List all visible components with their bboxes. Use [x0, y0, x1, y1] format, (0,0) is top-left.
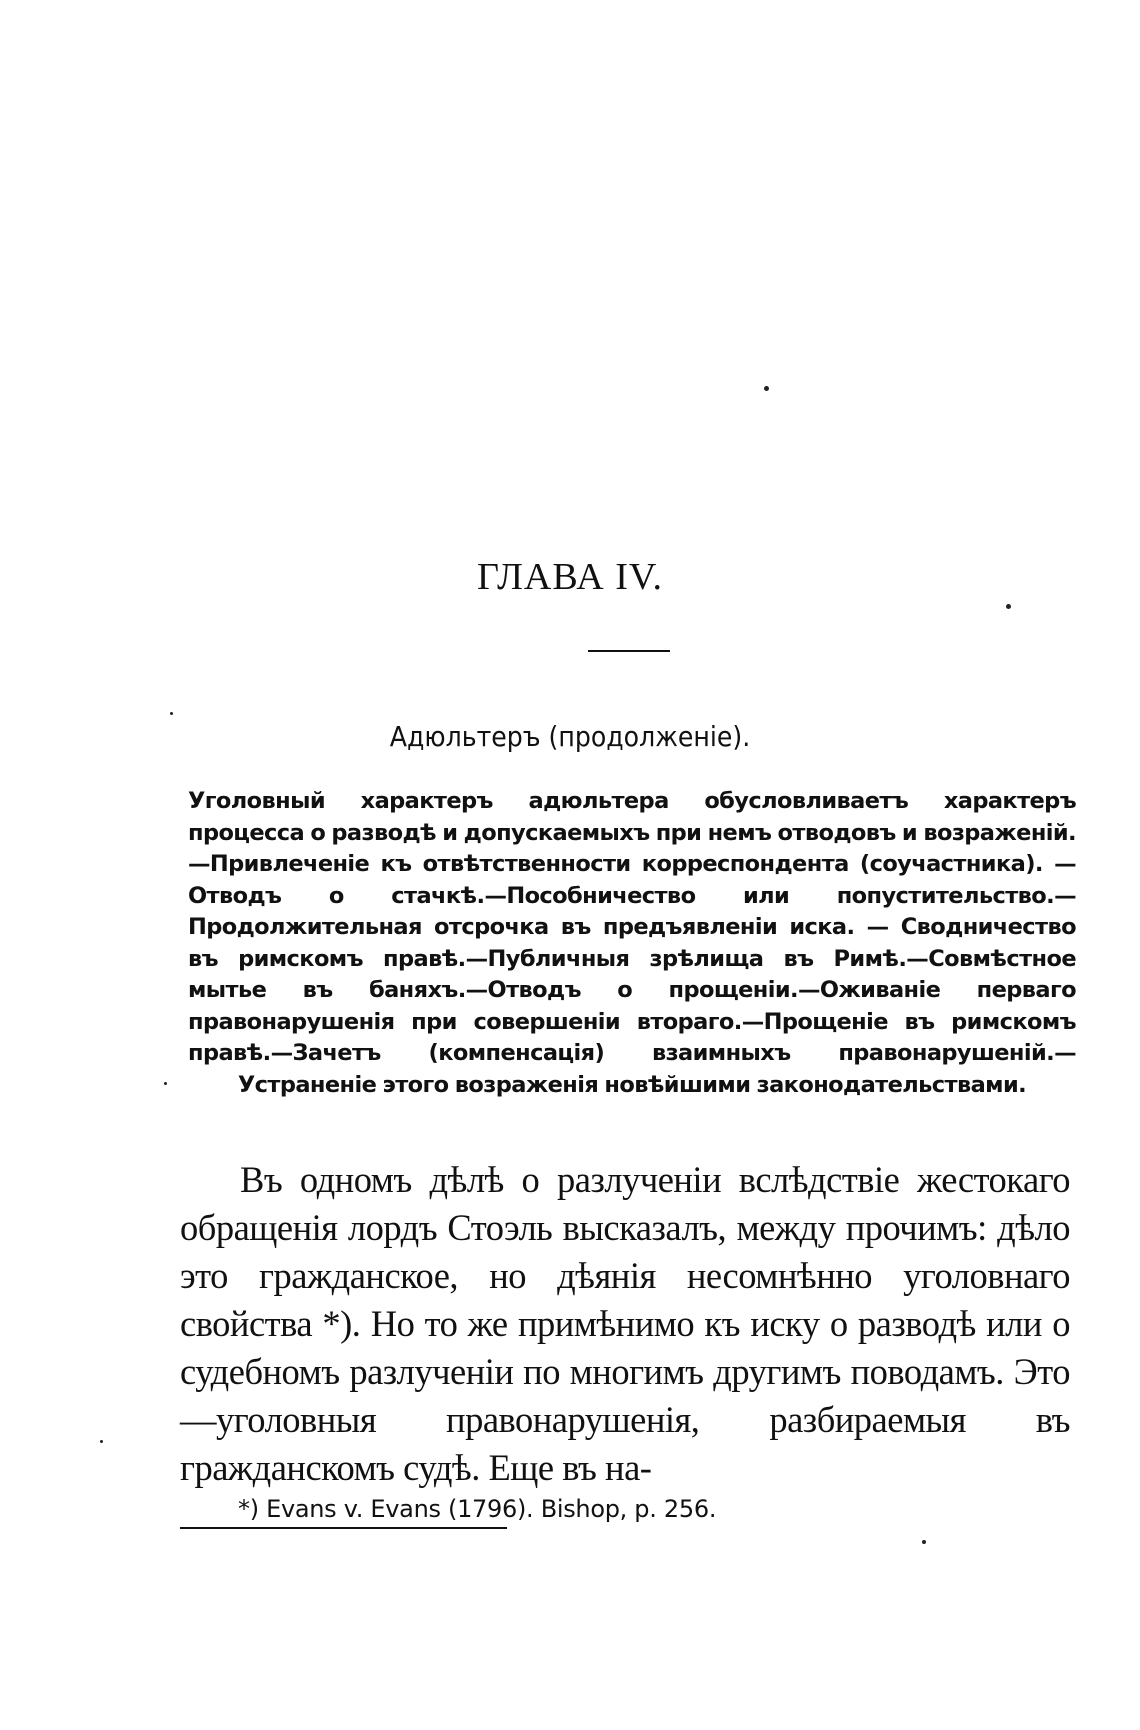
section-heading-text: Адюльтеръ (продолженіе). — [389, 720, 751, 753]
footnote-rule — [180, 1527, 507, 1529]
scan-speck — [100, 1440, 103, 1443]
section-heading — [0, 720, 1140, 753]
scan-speck — [1006, 604, 1011, 609]
title-rule — [588, 650, 670, 652]
scan-speck — [922, 1540, 926, 1544]
scan-speck — [170, 712, 173, 715]
scan-speck — [764, 386, 769, 391]
scan-speck — [164, 1082, 167, 1085]
chapter-title: ГЛАВА IV. — [477, 556, 663, 598]
footnote: *) Evans v. Evans (1796). Bishop, p. 256. — [238, 1495, 717, 1523]
body-paragraph: Въ одномъ дѣлѣ о разлученіи вслѣдствіе жестокаго обращенія лордъ Стоэль высказалъ, между прочимъ: дѣло это гражданское, но дѣянія несомнѣнно уголовнаго свойства *). Но то же примѣнимо къ иску о разводѣ или о судебномъ разлученіи по многимъ другимъ поводамъ. Это—уголовныя правонарушенія, разбираемыя въ гражданскомъ судѣ. Еще въ на- — [180, 1159, 1070, 1488]
chapter-summary: Уголовный характеръ адюльтера обусловливаетъ характеръ процесса о разводѣ и допускаемыхъ при немъ отводовъ и возраженій.—Привлеченіе къ отвѣтственности корреспондента (соучастника). —Отводъ о стачкѣ.—Пособничество или попустительство.—Продолжительная отсрочка въ предъявленіи иска. — Сводничество въ римскомъ правѣ.—Публичныя зрѣлища въ Римѣ.—Совмѣстное мытье въ баняхъ.—Отводъ о прощеніи.—Оживаніе перваго правонарушенія при совершеніи втораго.—Прощеніе въ римскомъ правѣ.—Зачетъ (компенсація) взаимныхъ правонарушеній.—Устраненіе этого возраженія новѣйшими законодательствами. — [188, 788, 1077, 1098]
